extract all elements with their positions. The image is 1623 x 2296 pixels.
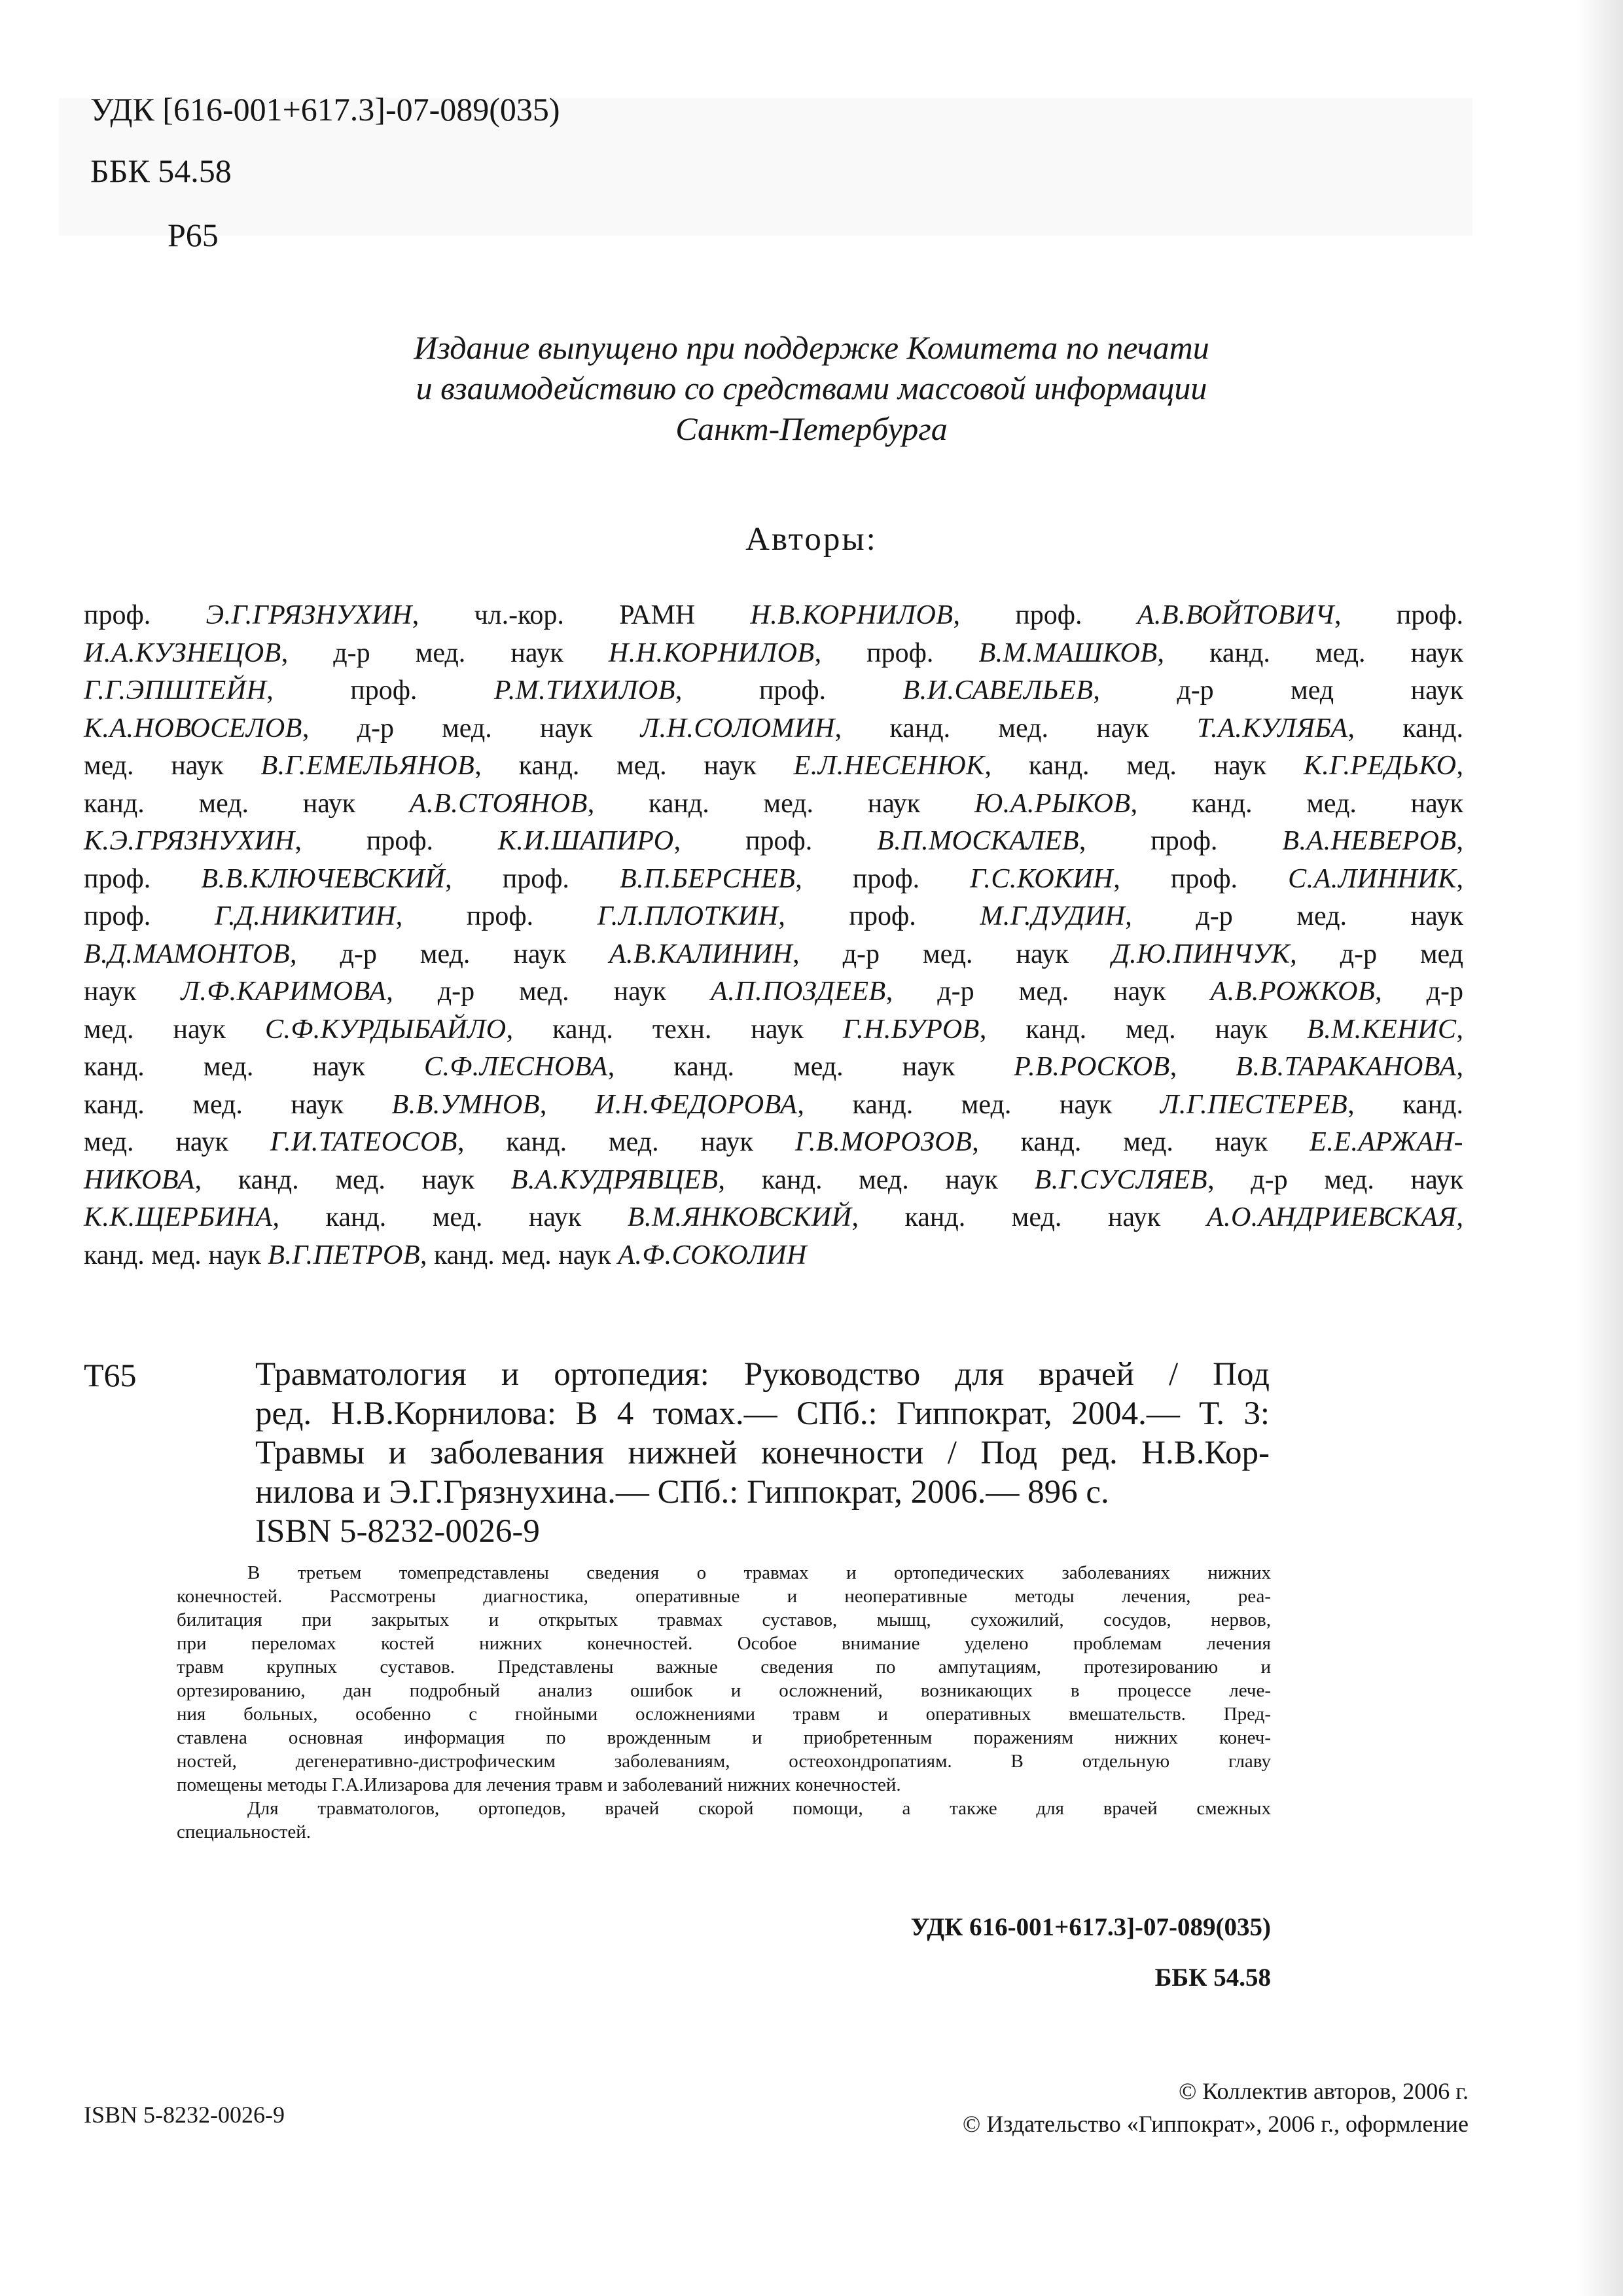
author-name: А.П.ПОЗДЕЕВ: [711, 977, 886, 1007]
author-title: , проф.: [675, 675, 903, 706]
udk-code-bottom: УДК 616-001+617.3]-07-089(035): [910, 1913, 1271, 1941]
author-name: В.А.НЕВЕРОВ: [1282, 826, 1457, 856]
annotation-line: конечностей. Рассмотрены диагностика, оперативные и неоперативные методы лечения, реа-: [177, 1586, 1271, 1607]
bibliographic-entry: [255, 1355, 1270, 1551]
author-name: Г.И.ТАТЕОСОВ: [270, 1127, 457, 1157]
author-name: Д.Ю.ПИНЧУК: [1111, 939, 1291, 969]
author-name: Л.Н.СОЛОМИН: [640, 713, 835, 744]
authors-line: [84, 898, 1463, 936]
author-title: канд. мед. наук: [84, 1240, 268, 1270]
author-name: В.В.ТАРАКАНОВА: [1236, 1052, 1457, 1082]
author-title: , д-р мед. наук: [281, 637, 609, 668]
author-title: ,: [1456, 1202, 1463, 1232]
author-name: А.В.СТОЯНОВ: [409, 788, 588, 819]
author-title: канд. мед. наук: [84, 788, 410, 819]
author-name: С.А.ЛИННИК: [1288, 863, 1457, 894]
support-note-line: Санкт-Петербурга: [675, 410, 948, 447]
author-title: канд. мед. наук: [84, 1052, 424, 1082]
author-name: К.К.ЩЕРБИНА: [84, 1202, 273, 1232]
authors-line: [84, 1199, 1463, 1237]
author-title: , канд. мед. наук: [420, 1240, 618, 1270]
author-title: , д-р мед: [1290, 939, 1463, 969]
author-name: В.М.КЕНИС: [1307, 1014, 1457, 1045]
authors-heading: Авторы:: [745, 521, 878, 558]
entry-code: Т65: [84, 1357, 137, 1393]
author-title: , канд. мед. наук: [972, 1127, 1310, 1157]
bbk-code-bottom: ББК 54.58: [1154, 1964, 1271, 1992]
author-name: К.Э.ГРЯЗНУХИН: [84, 826, 295, 856]
author-name: В.М.МАШКОВ: [978, 637, 1158, 668]
author-name: Р.М.ТИХИЛОВ: [493, 675, 675, 706]
author-name: А.В.КАЛИНИН: [609, 939, 793, 969]
author-title: мед. наук: [84, 1014, 265, 1045]
author-name: Г.Д.НИКИТИН: [214, 901, 396, 931]
author-title: ,: [1456, 1052, 1464, 1082]
author-title: , проф.: [445, 863, 620, 894]
author-name: Е.Е.АРЖАН-: [1310, 1127, 1463, 1157]
authors-line: [84, 597, 1463, 635]
author-title: проф.: [84, 863, 202, 894]
author-name: В.П.БЕРСНЕВ: [620, 863, 796, 894]
author-name: А.О.АНДРИЕВСКАЯ: [1206, 1202, 1457, 1232]
author-title: , проф.: [1334, 600, 1463, 630]
author-name: В.А.КУДРЯВЦЕВ: [510, 1164, 719, 1195]
author-title: , канд. мед. наук: [194, 1164, 511, 1195]
authors-line: [84, 1162, 1463, 1200]
author-name: Л.Ф.КАРИМОВА: [181, 977, 387, 1007]
authors-line: [84, 635, 1463, 673]
author-title: , канд. мед. наук: [587, 788, 974, 819]
annotation-line: ния больных, особенно с гнойными осложнениями травм и оперативных вмешательств. Пред-: [177, 1704, 1271, 1725]
author-title: проф.: [84, 901, 215, 931]
authors-line: [84, 936, 1463, 974]
authors-line: [84, 1011, 1463, 1049]
authors-line: [84, 973, 1463, 1011]
author-title: , канд. мед. наук: [797, 1089, 1160, 1120]
annotation-line: ставлена основная информация по врожденным и приобретенным поражениям нижних конеч-: [177, 1727, 1271, 1748]
author-title: , канд. мед. наук: [1130, 788, 1463, 819]
author-title: , канд. мед. наук: [834, 713, 1197, 744]
author-title: проф.: [84, 600, 206, 630]
author-name: А.В.РОЖКОВ: [1210, 977, 1376, 1007]
author-title: , канд. техн. наук: [506, 1014, 843, 1045]
annotation-line: при переломах костей нижних конечностей. Особое внимание уделено проблемам лечения: [177, 1633, 1271, 1654]
author-name: Г.В.МОРОЗОВ: [794, 1127, 972, 1157]
author-title: , проф.: [673, 826, 878, 856]
authors-list: [84, 597, 1463, 1274]
author-title: , д-р мед. наук: [1207, 1164, 1464, 1195]
author-name: Г.Г.ЭПШТЕЙН: [84, 675, 267, 706]
author-title: , канд. мед. наук: [272, 1202, 628, 1232]
author-title: , канд. мед. наук: [607, 1052, 1014, 1082]
author-title: , д-р мед. наук: [793, 939, 1112, 969]
author-name: К.А.НОВОСЕЛОВ: [84, 713, 302, 744]
author-name: А.В.ВОЙТОВИЧ: [1137, 600, 1334, 630]
author-name: Т.А.КУЛЯБА: [1196, 713, 1348, 744]
authors-line: [84, 823, 1463, 861]
author-title: канд. мед. наук: [84, 1089, 392, 1120]
author-name: К.Г.РЕДЬКО: [1303, 751, 1457, 781]
author-name: В.И.САВЕЛЬЕВ: [902, 675, 1094, 706]
author-title: , д-р мед. наук: [386, 977, 711, 1007]
copyright-block: [963, 2075, 1469, 2140]
author-title: ,: [1456, 751, 1464, 781]
author-title: , канд. мед. наук: [457, 1127, 795, 1157]
author-title: , д-р мед. наук: [1125, 901, 1463, 931]
authors-line: [84, 1049, 1463, 1086]
annotation-line: травм крупных суставов. Представлены важные сведения по ампутациям, протезированию и: [177, 1657, 1271, 1677]
author-title: , канд. мед. наук: [718, 1164, 1035, 1195]
author-title: , канд. мед. наук: [851, 1202, 1207, 1232]
author-name: В.П.МОСКАЛЕВ: [877, 826, 1079, 856]
author-title: ,: [1456, 826, 1463, 856]
author-name: В.Г.ПЕТРОВ: [268, 1240, 421, 1270]
author-title: , чл.-кор. РАМН: [412, 600, 751, 630]
author-title: , канд. мед. наук: [474, 751, 794, 781]
author-title: , канд.: [1347, 713, 1464, 744]
entry-line: нилова и Э.Г.Грязнухина.— СПб.: Гиппократ, 2006.— 896 с.: [255, 1474, 1109, 1511]
annotation-line: ортезированию, дан подробный анализ ошибок и осложнений, возникающих в процессе лече-: [177, 1680, 1271, 1701]
author-name: НИКОВА: [84, 1164, 195, 1195]
author-name: И.А.КУЗНЕЦОВ: [84, 637, 281, 668]
entry-line: Травмы и заболевания нижней конечности / Под ред. Н.В.Кор-: [255, 1435, 1270, 1471]
isbn-bottom: ISBN 5-8232-0026-9: [84, 2102, 285, 2128]
author-title: , проф.: [395, 901, 597, 931]
author-name: В.М.ЯНКОВСКИЙ: [627, 1202, 852, 1232]
annotation-audience-line: Для травматологов, ортопедов, врачей скорой помощи, а также для врачей смежных: [247, 1798, 1271, 1819]
authors-line: [84, 672, 1463, 710]
author-title: ,: [1169, 1052, 1236, 1082]
author-name: Г.С.КОКИН: [970, 863, 1114, 894]
author-title: мед. наук: [84, 1127, 270, 1157]
authors-line: [84, 1086, 1463, 1124]
author-name: Е.Л.НЕСЕНЮК: [793, 751, 985, 781]
author-name: В.Д.МАМОНТОВ: [84, 939, 291, 969]
annotation-line: помещены методы Г.А.Илизарова для лечения травм и заболеваний нижних конечностей.: [177, 1774, 901, 1795]
author-title: , д-р мед. наук: [302, 713, 641, 744]
authors-line: [84, 1124, 1463, 1162]
author-title: , д-р мед. наук: [885, 977, 1211, 1007]
entry-isbn: ISBN 5-8232-0026-9: [255, 1513, 540, 1550]
author-name: Г.Л.ПЛОТКИН: [597, 901, 779, 931]
author-name: С.Ф.КУРДЫБАЙЛО: [264, 1014, 507, 1045]
annotation-line: ностей, дегенеративно-дистрофическим заболеваниям, остеохондропатиям. В отдельную главу: [177, 1751, 1271, 1772]
authors-line: [84, 1237, 1463, 1275]
page-edge-shadow: [1577, 0, 1623, 2296]
annotation-line: В третьем томепредставлены сведения о травмах и ортопедических заболеваниях нижних: [247, 1562, 1271, 1583]
author-title: , проф.: [266, 675, 494, 706]
author-title: ,: [539, 1089, 596, 1120]
author-name: Н.Н.КОРНИЛОВ: [608, 637, 815, 668]
author-title: , проф.: [778, 901, 980, 931]
author-name: Л.Г.ПЕСТЕРЕВ: [1160, 1089, 1348, 1120]
annotation-line: билитация при закрытых и открытых травмах суставов, мышц, сухожилий, сосудов, нервов,: [177, 1609, 1271, 1630]
author-name: В.В.УМНОВ: [391, 1089, 540, 1120]
author-title: , канд. мед. наук: [984, 751, 1304, 781]
authors-line: [84, 861, 1463, 899]
author-title: , д-р: [1375, 977, 1464, 1007]
copyright-publisher: © Издательство «Гиппократ», 2006 г., оформление: [962, 2111, 1469, 2137]
authors-line: [84, 785, 1463, 823]
authors-line: [84, 747, 1463, 785]
support-note-line: и взаимодействию со средствами массовой информации: [416, 370, 1207, 406]
author-name: Э.Г.ГРЯЗНУХИН: [205, 600, 412, 630]
author-title: , проф.: [795, 863, 971, 894]
author-title: мед. наук: [84, 751, 261, 781]
author-name: К.И.ШАПИРО: [497, 826, 674, 856]
support-note-line: Издание выпущено при поддержке Комитета по печати: [414, 329, 1209, 366]
authors-line: [84, 710, 1463, 748]
author-title: , канд. мед. наук: [1157, 637, 1463, 668]
author-title: ,: [1456, 1014, 1463, 1045]
author-title: , канд.: [1347, 1089, 1464, 1120]
entry-line: ред. Н.В.Корнилова: В 4 томах.— СПб.: Гиппократ, 2004.— Т. 3:: [255, 1395, 1270, 1432]
author-name: С.Ф.ЛЕСНОВА: [423, 1052, 608, 1082]
author-sign-code: Р65: [168, 217, 219, 253]
author-title: , проф.: [1079, 826, 1283, 856]
author-title: наук: [84, 977, 181, 1007]
support-note: [170, 327, 1453, 449]
author-name: И.Н.ФЕДОРОВА: [595, 1089, 798, 1120]
annotation: [177, 1561, 1271, 1844]
author-name: Г.Н.БУРОВ: [842, 1014, 980, 1045]
author-name: М.Г.ДУДИН: [980, 901, 1126, 931]
author-title: , канд. мед. наук: [979, 1014, 1308, 1045]
author-name: А.Ф.СОКОЛИН: [618, 1240, 807, 1270]
author-title: , проф.: [814, 637, 979, 668]
author-title: , д-р мед. наук: [290, 939, 609, 969]
author-title: , д-р мед наук: [1093, 675, 1463, 706]
author-name: В.В.КЛЮЧЕВСКИЙ: [201, 863, 446, 894]
entry-line: Травматология и ортопедия: Руководство для врачей / Под: [255, 1356, 1270, 1393]
author-name: Р.В.РОСКОВ: [1014, 1052, 1170, 1082]
bbk-code: ББК 54.58: [90, 152, 232, 189]
udk-code: УДК [616-001+617.3]-07-089(035): [90, 91, 560, 128]
author-title: , проф.: [1113, 863, 1289, 894]
annotation-audience-line: специальностей.: [177, 1821, 312, 1842]
author-title: , проф.: [294, 826, 498, 856]
author-name: Н.В.КОРНИЛОВ: [750, 600, 954, 630]
author-name: В.Г.ЕМЕЛЬЯНОВ: [260, 751, 475, 781]
author-name: Ю.А.РЫКОВ: [974, 788, 1131, 819]
author-name: В.Г.СУСЛЯЕВ: [1034, 1164, 1208, 1195]
author-title: ,: [1456, 863, 1463, 894]
copyright-authors: © Коллектив авторов, 2006 г.: [1178, 2078, 1469, 2104]
author-title: , проф.: [953, 600, 1137, 630]
